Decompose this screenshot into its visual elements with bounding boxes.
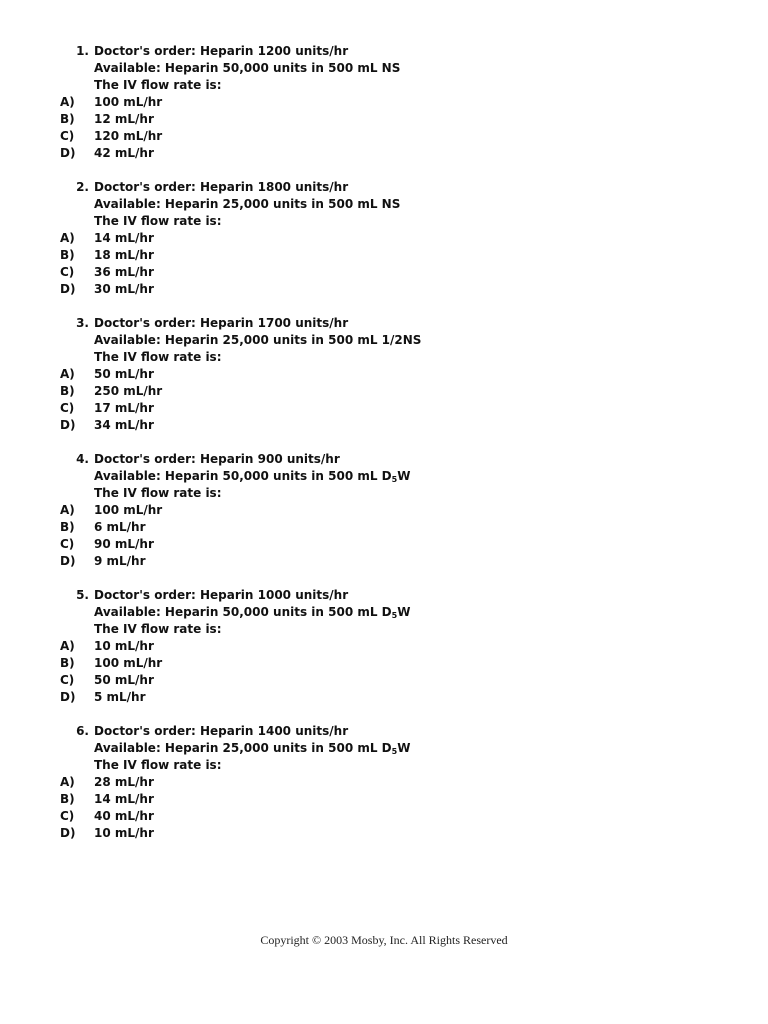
question-order-line [60,451,660,468]
option-text: 30 mL/hr [94,282,154,296]
question-6 [60,723,660,842]
question-number: 4. [76,452,89,466]
option-text: 10 mL/hr [94,826,154,840]
question-number: 1. [76,44,89,58]
question-order-line [60,723,660,740]
option-text: 14 mL/hr [94,792,154,806]
question-order-line [60,315,660,332]
question-list [60,43,660,859]
option-letter: A) [60,95,75,109]
option-text: 36 mL/hr [94,265,154,279]
option-text: 50 mL/hr [94,673,154,687]
question-order: Doctor's order: Heparin 1200 units/hr [94,44,349,58]
option-letter: B) [60,248,75,262]
option-text: 6 mL/hr [94,520,146,534]
question-number: 5. [76,588,89,602]
question-prompt: The IV flow rate is: [94,622,222,636]
question-prompt-line [60,349,660,366]
question-available-line [60,60,660,77]
available-prefix: Available: Heparin 50,000 units in 500 mL D [94,605,392,619]
option-text: 100 mL/hr [94,503,163,517]
option-letter: C) [60,129,75,143]
option-text: 14 mL/hr [94,231,154,245]
option-letter: C) [60,265,75,279]
option-letter: B) [60,792,75,806]
option-text: 120 mL/hr [94,129,163,143]
question-available [94,469,410,483]
answer-option [60,638,660,655]
answer-option [60,417,660,434]
option-letter: D) [60,554,76,568]
question-number: 3. [76,316,89,330]
answer-option [60,655,660,672]
question-available-line [60,740,660,757]
answer-option [60,281,660,298]
option-text: 34 mL/hr [94,418,154,432]
question-order: Doctor's order: Heparin 900 units/hr [94,452,340,466]
answer-option [60,536,660,553]
answer-option [60,383,660,400]
question-available: Available: Heparin 50,000 units in 500 mL NS [94,61,401,75]
option-text: 50 mL/hr [94,367,154,381]
answer-option [60,247,660,264]
available-prefix: Available: Heparin 50,000 units in 500 mL D [94,469,392,483]
option-letter: A) [60,367,75,381]
option-text: 250 mL/hr [94,384,163,398]
option-text: 12 mL/hr [94,112,154,126]
answer-option [60,825,660,842]
answer-option [60,400,660,417]
option-text: 40 mL/hr [94,809,154,823]
option-letter: D) [60,690,76,704]
copyright-footer: Copyright © 2003 Mosby, Inc. All Rights Reserved [260,933,508,947]
question-prompt: The IV flow rate is: [94,214,222,228]
question-prompt-line [60,621,660,638]
option-letter: A) [60,775,75,789]
option-text: 28 mL/hr [94,775,154,789]
option-letter: A) [60,503,75,517]
answer-option [60,519,660,536]
question-available-line [60,196,660,213]
available-suffix: W [397,605,411,619]
option-letter: B) [60,384,75,398]
question-prompt: The IV flow rate is: [94,486,222,500]
question-prompt-line [60,485,660,502]
option-letter: A) [60,639,75,653]
question-order-line [60,43,660,60]
option-letter: B) [60,520,75,534]
answer-option [60,145,660,162]
question-number: 6. [76,724,89,738]
question-2 [60,179,660,298]
question-order: Doctor's order: Heparin 1800 units/hr [94,180,349,194]
option-letter: C) [60,401,75,415]
available-subscript: 5 [391,747,398,756]
question-order-line [60,179,660,196]
question-1 [60,43,660,162]
question-number: 2. [76,180,89,194]
question-prompt-line [60,77,660,94]
option-letter: B) [60,112,75,126]
answer-option [60,808,660,825]
answer-option [60,672,660,689]
question-available-line [60,332,660,349]
question-available [94,605,410,619]
option-text: 42 mL/hr [94,146,154,160]
question-available [94,741,410,755]
option-letter: D) [60,418,76,432]
answer-option [60,111,660,128]
question-prompt: The IV flow rate is: [94,758,222,772]
option-text: 17 mL/hr [94,401,154,415]
option-letter: A) [60,231,75,245]
question-available: Available: Heparin 25,000 units in 500 mL NS [94,197,401,211]
option-letter: D) [60,282,76,296]
answer-option [60,366,660,383]
answer-option [60,264,660,281]
answer-option [60,774,660,791]
question-prompt: The IV flow rate is: [94,350,222,364]
answer-option [60,502,660,519]
available-subscript: 5 [391,611,398,620]
option-text: 100 mL/hr [94,656,163,670]
option-text: 100 mL/hr [94,95,163,109]
question-5 [60,587,660,706]
question-order-line [60,587,660,604]
answer-option [60,128,660,145]
question-prompt: The IV flow rate is: [94,78,222,92]
available-suffix: W [397,741,411,755]
option-text: 9 mL/hr [94,554,146,568]
available-subscript: 5 [391,475,398,484]
question-order: Doctor's order: Heparin 1400 units/hr [94,724,349,738]
option-letter: C) [60,673,75,687]
answer-option [60,230,660,247]
answer-option [60,94,660,111]
question-order: Doctor's order: Heparin 1000 units/hr [94,588,349,602]
question-prompt-line [60,213,660,230]
option-text: 10 mL/hr [94,639,154,653]
question-4 [60,451,660,570]
option-letter: C) [60,809,75,823]
question-available-line [60,468,660,485]
question-order: Doctor's order: Heparin 1700 units/hr [94,316,349,330]
option-letter: B) [60,656,75,670]
question-available: Available: Heparin 25,000 units in 500 mL 1/2NS [94,333,422,347]
option-letter: D) [60,146,76,160]
option-text: 18 mL/hr [94,248,154,262]
available-prefix: Available: Heparin 25,000 units in 500 mL D [94,741,392,755]
answer-option [60,553,660,570]
option-letter: D) [60,826,76,840]
answer-option [60,791,660,808]
option-text: 90 mL/hr [94,537,154,551]
option-letter: C) [60,537,75,551]
option-text: 5 mL/hr [94,690,146,704]
question-3 [60,315,660,434]
answer-option [60,689,660,706]
available-suffix: W [397,469,411,483]
question-available-line [60,604,660,621]
question-prompt-line [60,757,660,774]
